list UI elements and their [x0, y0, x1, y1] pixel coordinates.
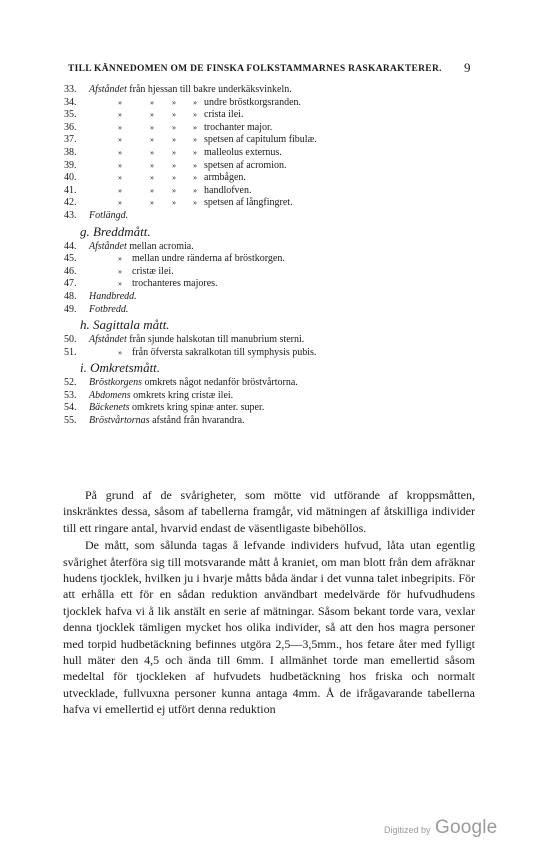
ditto-mark: »: [172, 198, 176, 208]
item-lead: Afståndet: [89, 334, 127, 346]
list-item: [0, 84, 560, 97]
ditto-mark: »: [172, 122, 176, 132]
item-rest: undre bröstkorgsranden.: [204, 96, 302, 108]
page-number: 9: [464, 60, 471, 75]
list-item: [0, 134, 560, 147]
google-logo: Google: [434, 817, 498, 838]
list-item: [0, 415, 560, 428]
item-number: 35.: [64, 109, 77, 121]
section-heading: [0, 316, 560, 334]
ditto-mark: »: [118, 122, 122, 132]
ditto-mark: »: [118, 97, 122, 107]
item-rest: handlofven.: [204, 184, 252, 196]
item-rest: spetsen af acromion.: [204, 159, 287, 171]
body-text: [63, 487, 475, 718]
item-lead: Afståndet: [89, 84, 127, 95]
section-title: g. Breddmått.: [80, 223, 151, 239]
item-rest: från öfversta sakralkotan till symphysis pubis.: [132, 346, 317, 358]
list-item: [0, 97, 560, 110]
list-item: [0, 347, 560, 360]
ditto-mark: »: [193, 122, 197, 132]
ditto-mark: »: [193, 198, 197, 208]
item-number: 41.: [64, 184, 77, 196]
ditto-mark: »: [118, 173, 122, 183]
digitized-watermark: [384, 817, 497, 839]
item-number: 33.: [64, 84, 77, 95]
item-lead: Bäckenets: [89, 402, 130, 414]
ditto-mark: »: [172, 160, 176, 170]
item-number: 42.: [64, 197, 77, 209]
paragraph: De mått, som sålunda tagas å lefvande individers hufvud, låta utan egentlig svårighet återföra sig till motsvarande mått å kraniet, om man blott från dem afräknar hudens tjocklek, hvilken ju i hvarje måtts båda ändar i det vunna talet inbegripits. För att erhålla ett för en sådan reduktion användbart medelvärde för hufvudhudens tjocklek hafva vi å lik anstält en serie af mätningar. Såsom bekant torde vara, vexlar denna tjocklek tämligen mycket hos olika individer, så att den hos magra personer med torpid hudbetäckning befinnes utgöra 2,5—3,5mm., hos fetare åter med fylligt hull mäter den 4,5 och ända till 6mm. I allmänhet torde man emellertid såsom medeltal för tjockleken af hufvudets hudbetäckning hos friska och normalt utvecklade, fullvuxna personer kunna antaga 4mm. Å de ifrågavarande tabellerna hafva vi emellertid ej utfört denna reduktion: [63, 538, 475, 717]
item-rest: trochanteres majores.: [132, 278, 218, 290]
list-item: [0, 304, 560, 317]
item-rest: afstånd från hvarandra.: [152, 415, 245, 427]
item-number: 45.: [64, 253, 77, 265]
ditto-mark: »: [172, 135, 176, 145]
item-number: 54.: [64, 402, 77, 414]
ditto-mark: »: [118, 185, 122, 195]
ditto-mark: »: [118, 254, 122, 264]
ditto-mark: »: [118, 347, 122, 357]
ditto-mark: »: [172, 110, 176, 120]
item-number: 37.: [64, 134, 77, 146]
item-text: [89, 241, 194, 254]
item-rest: malleolus externus.: [204, 146, 282, 158]
list-item: [0, 160, 560, 173]
ditto-mark: »: [193, 110, 197, 120]
item-number: 52.: [64, 377, 77, 389]
ditto-mark: »: [118, 266, 122, 276]
item-text: [89, 390, 233, 403]
ditto-mark: »: [150, 135, 154, 145]
ditto-mark: »: [193, 185, 197, 195]
running-header: TILL KÄNNEDOMEN OM DE FINSKA FOLKSTAMMARNES RASKARAKTERER.: [68, 64, 442, 74]
ditto-mark: »: [172, 97, 176, 107]
section-heading: [0, 359, 560, 377]
item-number: 43.: [64, 209, 77, 221]
item-number: 53.: [64, 389, 77, 401]
section-heading: [0, 223, 560, 241]
item-lead: Bröstvårtornas: [89, 415, 150, 427]
item-number: 34.: [64, 96, 77, 108]
ditto-mark: »: [193, 173, 197, 183]
item-lead: Afståndet: [89, 240, 127, 252]
item-rest: trochanter major.: [204, 121, 273, 133]
item-rest: crista ilei.: [204, 109, 244, 121]
item-number: 48.: [64, 290, 77, 302]
item-text: [89, 377, 298, 390]
item-rest: från sjunde halskotan till manubrium sterni.: [129, 334, 305, 346]
list-item: [0, 241, 560, 254]
ditto-mark: »: [172, 173, 176, 183]
item-rest: omkrets kring cristæ ilei.: [133, 389, 234, 401]
item-number: 39.: [64, 159, 77, 171]
ditto-mark: »: [150, 198, 154, 208]
list-item: [0, 253, 560, 266]
item-rest: spetsen af capitulum fibulæ.: [204, 134, 317, 146]
list-item: [0, 185, 560, 198]
list-item: [0, 122, 560, 135]
item-rest: cristæ ilei.: [132, 265, 174, 277]
ditto-mark: »: [118, 110, 122, 120]
item-rest: mellan undre ränderna af bröstkorgen.: [132, 253, 285, 265]
ditto-mark: »: [150, 110, 154, 120]
ditto-mark: »: [150, 173, 154, 183]
list-item: [0, 147, 560, 160]
item-rest: mellan acromia.: [129, 240, 194, 252]
item-number: 51.: [64, 346, 77, 358]
measurement-list: [0, 84, 560, 428]
ditto-mark: »: [118, 135, 122, 145]
item-number: 44.: [64, 240, 77, 252]
ditto-mark: »: [118, 198, 122, 208]
section-title: h. Sagittala mått.: [80, 317, 170, 333]
item-rest: från hjessan till bakre underkäksvinkeln.: [129, 84, 292, 95]
list-item: [0, 266, 560, 279]
item-rest: armbågen.: [204, 172, 246, 184]
item-number: 46.: [64, 265, 77, 277]
ditto-mark: »: [150, 160, 154, 170]
ditto-mark: »: [150, 147, 154, 157]
item-text: [89, 402, 264, 415]
list-item: [0, 377, 560, 390]
list-item: [0, 172, 560, 185]
list-item: [0, 390, 560, 403]
item-rest: spetsen af långfingret.: [204, 197, 293, 209]
ditto-mark: »: [150, 97, 154, 107]
list-item: [0, 402, 560, 415]
item-lead: Bröstkorgens: [89, 377, 142, 389]
section-title: i. Omkretsmått.: [80, 360, 161, 376]
item-number: 49.: [64, 303, 77, 315]
item-lead: Fotlängd.: [89, 209, 129, 221]
ditto-mark: »: [118, 160, 122, 170]
item-number: 50.: [64, 334, 77, 346]
list-item: [0, 109, 560, 122]
paragraph: På grund af de svårigheter, som mötte vid utförande af kroppsmåtten, inskränktes dessa, såsom af tabellerna framgår, vid mätningen af åtskilliga individer till ett ringare antal, hvarvid endast de väsentligaste bibehöllos.: [63, 488, 475, 535]
list-item: [0, 334, 560, 347]
item-number: 38.: [64, 146, 77, 158]
ditto-mark: »: [118, 147, 122, 157]
ditto-mark: »: [118, 279, 122, 289]
ditto-mark: »: [193, 160, 197, 170]
ditto-mark: »: [172, 147, 176, 157]
list-item: [0, 210, 560, 223]
item-number: 40.: [64, 172, 77, 184]
item-text: [89, 334, 304, 347]
list-item: [0, 278, 560, 291]
item-number: 36.: [64, 121, 77, 133]
ditto-mark: »: [150, 185, 154, 195]
ditto-mark: »: [150, 122, 154, 132]
list-item: [0, 291, 560, 304]
item-text: [89, 415, 245, 428]
ditto-mark: »: [193, 97, 197, 107]
item-text: [89, 84, 292, 97]
item-rest: omkrets något nedanför bröstvårtorna.: [144, 377, 298, 389]
item-lead: Fotbredd.: [89, 303, 129, 315]
item-lead: Abdomens: [89, 389, 131, 401]
item-number: 47.: [64, 278, 77, 290]
ditto-mark: »: [172, 185, 176, 195]
ditto-mark: »: [193, 135, 197, 145]
item-lead: Handbredd.: [89, 290, 137, 302]
ditto-mark: »: [193, 147, 197, 157]
item-number: 55.: [64, 415, 77, 427]
watermark-prefix: Digitized by: [384, 825, 431, 835]
item-rest: omkrets kring spinæ anter. super.: [132, 402, 265, 414]
list-item: [0, 197, 560, 210]
